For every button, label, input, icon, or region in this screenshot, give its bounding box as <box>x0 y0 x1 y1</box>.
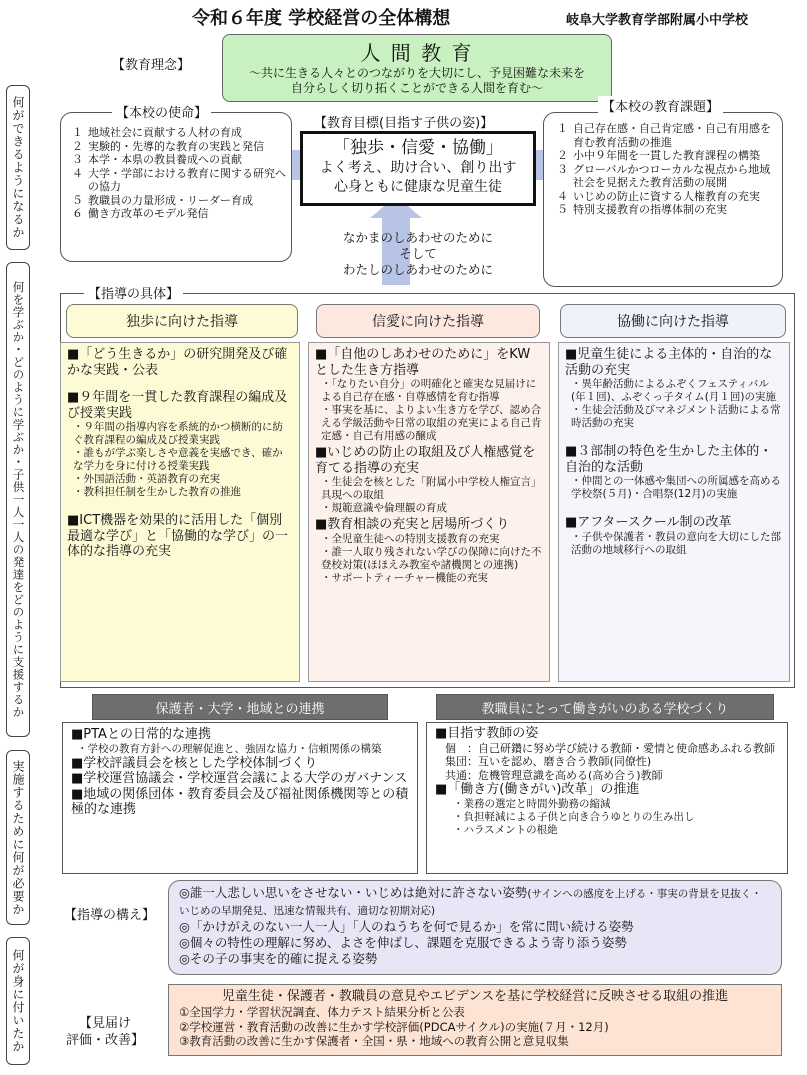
school-name: 岐阜大学教育学部附属小中学校 <box>566 13 749 28</box>
issue-item: ３ グローバルかつローカルな視点から地域社会を見据えた教育活動の展開 <box>557 162 771 189</box>
partnership-heading: ■地域の関係団体・教育委員会及び福祉関係機関等との積極的な連携 <box>71 786 409 817</box>
mission-item: ３ 本学・本県の教員養成への貢献 <box>72 153 242 166</box>
workplace-reform-heading: ■「働き方(働きがい)改革」の推進 <box>435 782 640 797</box>
guidance-heading: ■アフタースクール制の改革 <box>565 515 732 530</box>
arrow-text-1: なかまのしあわせのために <box>342 230 493 245</box>
stance-label: 【指導の構え】 <box>64 908 156 923</box>
philosophy-desc-1: ～共に生きる人々とのつながりを大切にし、予見困難な未来を <box>248 66 585 80</box>
workplace-target-heading: ■目指す教師の姿 <box>435 726 539 741</box>
guidance-label: 【指導の具体】 <box>84 283 183 302</box>
stance-box <box>168 880 782 975</box>
col-collaboration-header: 協働に向けた指導 <box>560 304 786 338</box>
philosophy-desc-2: 自分らしく切り拓くことができる人間を育む～ <box>290 81 543 95</box>
goal-box <box>300 131 536 206</box>
evaluation-item: ②学校運営・教育活動の改善に生かす学校評価(PDCAサイクル)の実施(７月・12月) <box>179 1019 609 1034</box>
guidance-sub: ・９年間の指導内容を系統的かつ横断的に紡ぐ教育課程の編成及び授業実践 <box>73 421 283 446</box>
workplace-reform: ・ハラスメントの根絶 <box>453 823 558 836</box>
philosophy-label: 【教育理念】 <box>112 58 191 73</box>
stance-line-3: ◎個々の特性の理解に努め、よさを伸ばし、課題を克服できるよう寄り添う姿勢 <box>179 935 627 950</box>
philosophy-title: 人 間 教 育 <box>360 41 474 65</box>
evaluation-label: 【見届け 評価・改善】 <box>66 1016 145 1048</box>
workplace-target: 集団： 互いを認め、磨き合う教師(同僚性) <box>445 755 652 768</box>
workplace-header: 教職員にとって働きがいのある学校づくり <box>436 694 774 720</box>
col-independence-body <box>60 342 300 682</box>
issue-item: ５ 特別支援教育の指導体制の充実 <box>557 203 727 216</box>
issue-item: ４ いじめの防止に資する人権教育の充実 <box>557 189 760 203</box>
guidance-sub: ・全児童生徒への特別支援教育の充実 <box>321 532 500 545</box>
evaluation-item: ①全国学力・学習状況調査、体力テスト結果分析と公表 <box>179 1005 465 1019</box>
workplace-reform: ・負担軽減による子供と向き合うゆとりの生み出し <box>453 810 695 823</box>
guidance-sub: ・誰一人取り残されない学びの保障に向けた不登校対策(ほほえみ教室や諸機関との連携) <box>321 545 542 571</box>
guidance-sub: ・生徒会を核とした「附属小中学校人権宣言」具現への取組 <box>321 476 542 501</box>
arrow-text-3: わたしのしあわせのために <box>342 262 493 277</box>
partnership-box <box>62 722 418 874</box>
guidance-sub: ・子供や保護者・教員の意向を大切にした部活動の地域移行への取組 <box>571 530 781 556</box>
col-independence-header: 独歩に向けた指導 <box>66 304 298 338</box>
side-label-acquired: 何が身に付いたか <box>6 937 30 1065</box>
mission-item: ４ 大学・学部における教育に関する研究への協力 <box>72 166 286 193</box>
stance-line-2: ◎「かけがえのない一人一人」「人のねうちを何で見るか」を常に問い続ける姿勢 <box>179 919 634 934</box>
evaluation-title: 児童生徒・保護者・教職員の意見やエビデンスを基に学校経営に反映させる取組の推進 <box>221 989 729 1004</box>
issue-item: ２ 小中９年間を一貫した教育課程の構築 <box>557 149 760 162</box>
workplace-box <box>426 722 788 874</box>
issues-label: 【本校の教育課題】 <box>598 96 723 115</box>
mission-item: ６ 働き方改革のモデル発信 <box>72 207 209 220</box>
arrow-text-2: そして <box>399 246 437 261</box>
partnership-heading: ■学校運営協議会・学校運営会議による大学のガバナンス <box>71 771 408 786</box>
guidance-heading: ■「自他のしあわせのために」をKWとした生き方指導 <box>315 347 531 378</box>
workplace-reform: ・業務の選定と時間外勤務の縮減 <box>453 797 611 810</box>
col-affection-header: 信愛に向けた指導 <box>316 304 540 338</box>
col-collaboration-body <box>558 342 790 682</box>
workplace-target: 共通： 危機管理意識を高める(高め合う)教師 <box>445 768 663 782</box>
guidance-heading: ■ICT機器を効果的に活用した「個別最適な学び」と「協働的な学び」の一体的な指導の充実 <box>67 513 289 559</box>
guidance-heading: ■児童生徒による主体的・自治的な活動の充実 <box>565 347 773 378</box>
guidance-heading: ■教育相談の充実と居場所づくり <box>315 517 510 532</box>
guidance-sub: ・事実を基に、よりよい生き方を学び、認め合える学級活動や日常の取組の充実による自己肯定感・自己有用感の醸成 <box>321 404 542 442</box>
goal-main: 「独歩・信愛・協働」 <box>333 138 503 158</box>
guidance-sub: ・外国語活動・英語教育の充実 <box>73 473 220 485</box>
partnership-heading: ■学校評議員会を核とした学校体制づくり <box>71 755 318 771</box>
partnership-sub: ・学校の教育方針への理解促進と、強固な協力・信頼関係の構築 <box>77 742 382 755</box>
arrow-text <box>318 230 518 278</box>
side-label-requirements: 実施するために何が必要か <box>6 750 30 925</box>
guidance-sub: ・教科担任制を生かした教育の推進 <box>73 486 241 498</box>
guidance-sub: ・誰もが学ぶ楽しさや意義を実感でき、確かな学力を身に付ける授業実践 <box>73 447 283 472</box>
guidance-sub: ・仲間との一体感や集団への所属感を高める学校祭(５月)・合唱祭(12月)の実施 <box>571 475 781 500</box>
mission-item: １ 地域社会に貢献する人材の育成 <box>72 126 242 139</box>
evaluation-item: ③教育活動の改善に生かす保護者・全国・県・地域への教育公開と意見収集 <box>179 1034 569 1048</box>
goal-line-2: 心身ともに健康な児童生徒 <box>334 179 502 195</box>
goal-line-1: よく考え、助け合い、創り出す <box>319 160 517 176</box>
guidance-heading: ■９年間を一貫した教育課程の編成及び授業実践 <box>67 390 288 421</box>
mission-item: ５ 教職員の力量形成・リーダー育成 <box>72 193 253 207</box>
evaluation-box <box>168 984 782 1056</box>
mission-label: 【本校の使命】 <box>112 102 211 121</box>
guidance-sub: ・異年齢活動によるふぞくフェスティバル(年１回)、ふぞくっ子タイム(月１回)の実施 <box>571 378 776 403</box>
issue-item: １ 自己存在感・自己肯定感・自己有用感を育む教育活動の推進 <box>557 122 771 149</box>
guidance-sub: ・規範意識や倫理観の育成 <box>321 502 447 514</box>
stance-line-1: ◎誰一人悲しい思いをさせない・いじめは絶対に許さない姿勢(サインへの感度を上げる・事実の背景を見抜く・いじめの早期発見、迅速な情報共有、適切な初期対応) <box>179 885 762 917</box>
partnership-heading: ■PTAとの日常的な連携 <box>71 727 211 742</box>
guidance-heading: ■３部制の特色を生かした主体的・自治的な活動 <box>565 444 773 475</box>
mission-item: ２ 実験的・先導的な教育の実践と発信 <box>72 139 264 153</box>
guidance-heading: ■いじめの防止の取組及び人権感覚を育てる指導の充実 <box>315 445 536 476</box>
workplace-target: 個 ： 自己研鑽に努め学び続ける教師・愛情と使命感あふれる教師 <box>445 741 775 755</box>
goal-label: 【教育目標(目指す子供の姿)】 <box>314 116 494 131</box>
guidance-sub: ・生徒会活動及びマネジメント活動による常時活動の充実 <box>571 404 781 429</box>
side-label-outcome: 何ができるようになるか <box>6 85 30 250</box>
page-title: 令和６年度 学校経営の全体構想 <box>192 8 451 29</box>
partnership-header: 保護者・大学・地域との連携 <box>92 694 388 720</box>
col-affection-body <box>308 342 550 682</box>
side-label-learning: 何を学ぶか・どのように学ぶか・子供一人一人の発達をどのように支援するか <box>6 262 30 737</box>
guidance-heading: ■「どう生きるか」の研究開発及び確かな実践・公表 <box>67 347 288 378</box>
stance-line-4: ◎その子の事実を的確に捉える姿勢 <box>179 951 378 966</box>
guidance-sub: ・「なりたい自分」の明確化と確実な見届けによる自己存在感・自尊感情を育む指導 <box>321 378 537 403</box>
guidance-sub: ・サポートティーチャー機能の充実 <box>321 571 488 584</box>
